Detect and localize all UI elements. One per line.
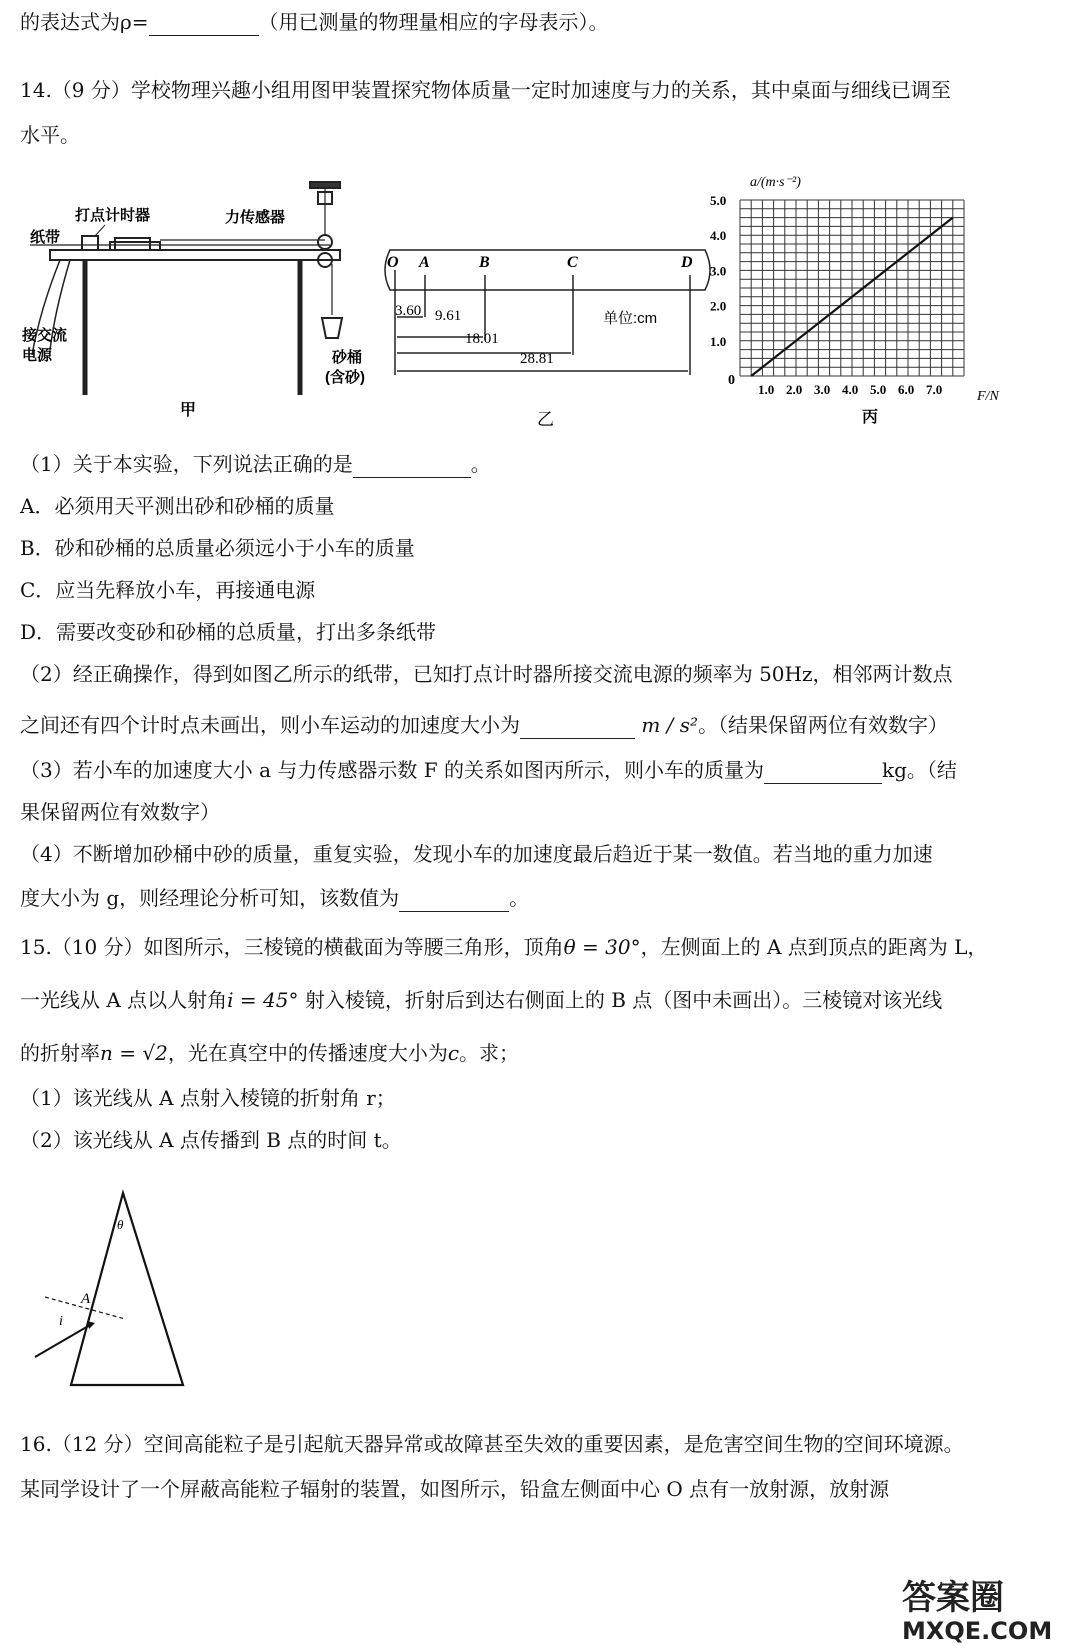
tape-point-d: D	[681, 254, 693, 271]
point-a-label: A	[81, 1291, 91, 1307]
dist-ob: 9.61	[435, 308, 462, 324]
q15-line3: 的折射率n = √2，光在真空中的传播速度大小为c。求；	[20, 1041, 520, 1065]
power-label-1: 接交流	[22, 327, 68, 344]
q14-head-2: 水平。	[20, 123, 80, 147]
fig-yi-caption: 乙	[537, 410, 554, 429]
dist-oa: 3.60	[395, 303, 422, 319]
x-tick-label: 2.0	[786, 382, 803, 397]
y-tick-label: 4.0	[710, 228, 727, 244]
answer-blank	[149, 13, 259, 36]
q16-line2: 某同学设计了一个屏蔽高能粒子辐射的装置，如图所示，铅盒左侧面中心 O 点有一放射源，放射源	[20, 1477, 890, 1501]
site-watermark-logo	[894, 1567, 1074, 1647]
timer-label: 打点计时器	[75, 207, 151, 224]
x-tick-label: 6.0	[898, 382, 915, 397]
figure-jia	[20, 180, 410, 440]
y-tick-label: 2.0	[710, 298, 727, 314]
q14-part1: （1）关于本实验，下列说法正确的是 。	[20, 452, 491, 476]
power-label-2: 电源	[22, 347, 53, 364]
figure-prism	[25, 1185, 205, 1395]
tape-point-o: O	[387, 254, 399, 271]
option-b: B．砂和砂桶的总质量必须远小于小车的质量	[20, 536, 415, 560]
angle-i-label: i	[59, 1314, 63, 1329]
tape-label: 纸带	[30, 229, 61, 246]
q15-line1: 15.（10 分）如图所示，三棱镜的横截面为等腰三角形，顶角θ = 30°，左侧面上的 A 点到顶点的距离为 L，	[20, 935, 988, 959]
answer-blank-3	[764, 761, 882, 784]
origin-label: 0	[728, 373, 735, 388]
paper-tape	[385, 250, 710, 290]
q14-part2-b: 之间还有四个计时点未画出，则小车运动的加速度大小为 m / s²。（结果保留两位有效数字）	[20, 713, 949, 737]
apex-theta-label: θ	[117, 1217, 124, 1232]
timer-box	[82, 236, 98, 250]
prism-triangle	[71, 1193, 183, 1385]
watermark-text-1: 答案圈	[902, 1578, 1004, 1618]
option-c: C．应当先释放小车，再接通电源	[20, 578, 316, 602]
q14-part2-a: （2）经正确操作，得到如图乙所示的纸带，已知打点计时器所接交流电源的频率为 50Hz，相邻两计数点	[20, 662, 953, 686]
q15-part1: （1）该光线从 A 点射入棱镜的折射角 r；	[20, 1086, 396, 1110]
option-a: A．必须用天平测出砂和砂桶的质量	[20, 494, 335, 518]
option-d: D．需要改变砂和砂桶的总质量，打出多条纸带	[20, 620, 437, 644]
q15-part2: （2）该光线从 A 点传播到 B 点的时间 t。	[20, 1128, 402, 1152]
table-top	[50, 250, 340, 260]
dist-oc: 18.01	[465, 331, 499, 347]
y-tick-label: 5.0	[710, 193, 727, 208]
fig-jia-caption: 甲	[180, 402, 197, 419]
x-tick-label: 4.0	[842, 382, 859, 397]
prev-question-tail: 的表达式为ρ= （用已测量的物理量相应的字母表示）。	[20, 10, 609, 34]
unit-label: 单位:cm	[603, 310, 658, 327]
q16-line1: 16.（12 分）空间高能粒子是引起航天器异常或故障甚至失效的重要因素，是危害空间生物的空间环境源。	[20, 1432, 964, 1456]
tape-point-a: A	[419, 254, 430, 271]
y-tick-label: 1.0	[710, 333, 727, 349]
x-tick-label: 7.0	[926, 382, 943, 397]
tape-point-b: B	[479, 254, 490, 271]
q14-part3-a: （3）若小车的加速度大小 a 与力传感器示数 F 的关系如图丙所示，则小车的质量为 kg。（结	[20, 758, 957, 782]
figure-bing-chart	[710, 170, 1022, 440]
x-axis-label: F/N	[977, 389, 999, 404]
bucket-label-2: (含砂)	[325, 369, 365, 386]
q15-line2: 一光线从 A 点以人射角i = 45° 射入棱镜，折射后到达右侧面上的 B 点（图中未画出）。三棱镜对该光线	[20, 988, 943, 1012]
q14-part3-b: 果保留两位有效数字）	[20, 800, 220, 824]
bucket-label-1: 砂桶	[332, 349, 363, 366]
q14-part4-b: 度大小为 g，则经理论分析可知，该数值为 。	[20, 886, 530, 910]
incident-ray	[35, 1325, 90, 1357]
y-axis-label: a/(m·s⁻²)	[750, 175, 801, 190]
answer-blank-4	[399, 889, 509, 912]
watermark-text-2: MXQE.COM	[902, 1617, 1053, 1645]
q14-part4-a: （4）不断增加砂桶中砂的质量，重复实验，发现小车的加速度最后趋近于某一数值。若当地的重力加速	[20, 842, 933, 866]
x-tick-label: 5.0	[870, 382, 887, 397]
x-tick-label: 1.0	[758, 382, 775, 397]
q14-head: 14.（9 分）学校物理兴趣小组用图甲装置探究物体质量一定时加速度与力的关系，其中桌面与细线已调至	[20, 78, 951, 102]
cart	[115, 238, 150, 250]
x-tick-label: 3.0	[814, 382, 831, 397]
dist-od: 28.81	[520, 351, 554, 367]
answer-blank-1	[353, 455, 471, 478]
sensor-label: 力传感器	[225, 209, 286, 226]
tape-point-c: C	[567, 254, 578, 271]
figure-yi	[385, 245, 730, 435]
answer-blank-2	[520, 716, 635, 739]
y-tick-label: 3.0	[710, 263, 727, 279]
fig-bing-caption: 丙	[862, 409, 879, 426]
